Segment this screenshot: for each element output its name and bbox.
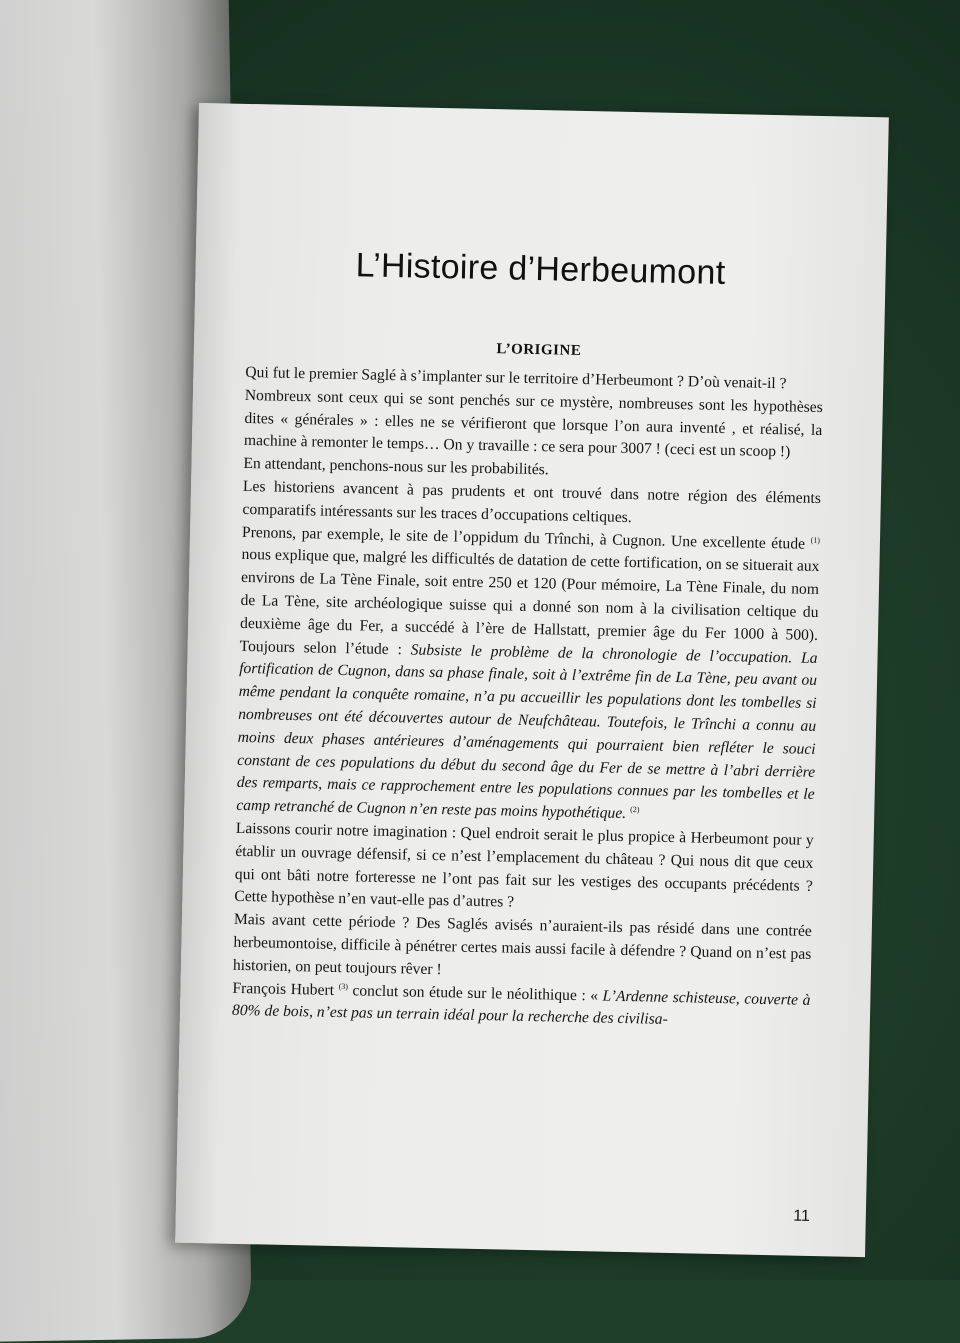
italic-quote: L’Ardenne schisteuse, couverte à 80% de bois, n’est pas un terrain idéal pour la recherche des civilisa-: [231, 987, 811, 1029]
body-text: [232, 362, 824, 1035]
footnote-ref: (1): [810, 535, 821, 545]
paragraph-text: nous explique que, malgré les difficultés de datation de cette fortification, on se situerait aux environs de La Tène Finale, soit entre 250 et 120 (Pour mémoire, La Tène Finale, du nom de La Tène, site archéologique suisse qui a donné son nom à la civilisation celtique du deuxième âge du Fer, a succédé à l’ère de Hallstatt, premier âge du Fer 1000 à 500). Toujours selon l’étude :: [239, 546, 820, 658]
paragraph: Mais avant cette période ? Des Saglés avisés n’auraient-ils pas résidé dans une contrée herbeumontoise, difficile à pénétrer certes mais aussi facile à défendre ? Quand on n’est pas historien, on peut toujours rêver !: [232, 910, 812, 978]
section-heading: L’ORIGINE: [496, 341, 582, 359]
footnote-ref: (3): [338, 981, 349, 991]
italic-quote: Subsiste le problème de la chronologie de l’occupation. La fortification de Cugnon, dans sa phase finale, soit à l’extrême fin de La Tène, peu avant ou même pendant la conquête romaine, n’a pu accueillir les populations dont les tombelles si nombreuses ont été découvertes autour de Neufchâteau. Toutefois, le Trînchi a connu au moins deux phases antérieures d’aménagements qui pourraient bien refléter le souci constant de ces populations du début du second âge du Fer de se mettre à l’abri derrière des remparts, mais ce rapprochement entre les populations connues par les tombelles et le camp retranché de Cugnon n’en reste pas moins hypothétique.: [236, 641, 818, 823]
paragraph: Qui fut le premier Saglé à s’implanter sur le territoire d’Herbeumont ? D’où venait-il ?: [245, 363, 787, 393]
paragraph-text: conclut son étude sur le néolithique : «: [352, 981, 599, 1004]
footnote-ref: (2): [630, 805, 640, 815]
paragraph-text: Prenons, par exemple, le site de l’oppidum du Trînchi, à Cugnon. Une excellente étude: [241, 523, 806, 553]
paragraph-text: François Hubert: [232, 979, 335, 999]
page-title: L’Histoire d’Herbeumont: [355, 246, 726, 292]
page-number: 11: [793, 1207, 811, 1225]
paragraph: Les historiens avancent à pas prudents et ont trouvé dans notre région des éléments comparatifs intéressants sur les traces d’occupations celtiques.: [242, 477, 822, 526]
paragraph: [236, 521, 820, 829]
book-page: [175, 103, 889, 1257]
paragraph: Nombreux sont ceux qui se sont penchés sur ce mystère, nombreuses sont les hypothèses dites « générales » : elles ne se vérifieront que lorsque l’on aura inventé , et réalisé, la machine à remonter le temps… On y travaille : ce sera pour 3007 ! (ceci est un scoop !): [243, 386, 823, 461]
paragraph: En attendant, penchons-nous sur les probabilités.: [243, 455, 549, 479]
paragraph: Laissons courir notre imagination : Quel endroit serait le plus propice à Herbeumont pour y établir un ouvrage défensif, si ce n’est l’emplacement du château ? Qui nous dit que ceux qui ont bâti notre forteresse ne l’ont pas fait sur les vestiges des occupants précédents ? Cette hypothèse n’en vaut-elle pas d’autres ?: [234, 819, 814, 911]
